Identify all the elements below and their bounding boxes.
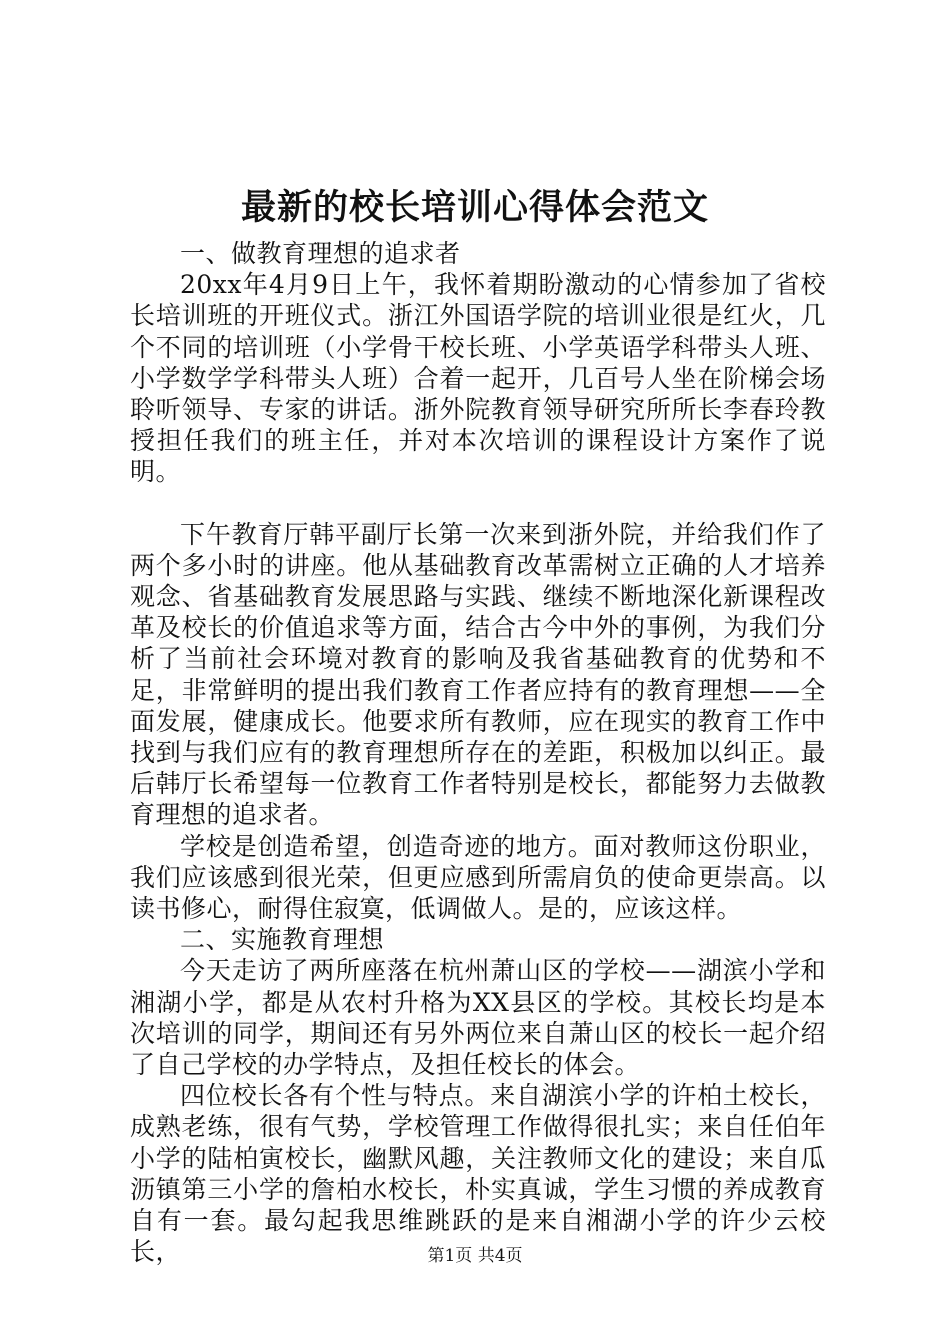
body-paragraph: 四位校长各有个性与特点。来自湖滨小学的许柏土校长，成熟老练，很有气势，学校管理工作做得很扎实；来自任伯年小学的陆柏寅校长，幽默风趣，关注教师文化的建设；来自瓜沥镇第三小学的詹柏水校长，朴实真诚，学生习惯的养成教育自有一套。最勾起我思维跳跃的是来自湘湖小学的许少云校长，: [130, 1081, 826, 1267]
document-title: 最新的校长培训心得体会范文: [240, 187, 709, 228]
section-heading-1: 一、做教育理想的追求者: [180, 239, 461, 268]
document-body: [130, 238, 826, 1268]
page-footer: 第1页 共4页: [427, 1246, 523, 1266]
body-paragraph: 20xx年4月9日上午，我怀着期盼激动的心情参加了省校长培训班的开班仪式。浙江外国语学院的培训业很是红火，几个不同的培训班（小学骨干校长班、小学英语学科带头人班、小学数学学科带头人班）合着一起开，几百号人坐在阶梯会场聆听领导、专家的讲话。浙外院教育领导研究所所长李春玲教授担任我们的班主任，并对本次培训的课程设计方案作了说明。: [130, 270, 826, 487]
section-heading-2: 二、实施教育理想: [180, 925, 385, 955]
body-paragraph: 今天走访了两所座落在杭州萧山区的学校——湖滨小学和湘湖小学，都是从农村升格为XX县区的学校。其校长均是本次培训的同学，期间还有另外两位来自萧山区的校长一起介绍了自己学校的办学特点，及担任校长的体会。: [130, 956, 826, 1080]
body-paragraph: 学校是创造希望，创造奇迹的地方。面对教师这份职业，我们应该感到很光荣，但更应感到所需肩负的使命更崇高。以读书修心，耐得住寂寞，低调做人。是的，应该这样。: [130, 831, 826, 924]
body-paragraph: 下午教育厅韩平副厅长第一次来到浙外院，并给我们作了两个多小时的讲座。他从基础教育改革需树立正确的人才培养观念、省基础教育发展思路与实践、继续不断地深化新课程改革及校长的价值追求等方面，结合古今中外的事例，为我们分析了当前社会环境对教育的影响及我省基础教育的优势和不足，非常鲜明的提出我们教育工作者应持有的教育理想——全面发展，健康成长。他要求所有教师，应在现实的教育工作中找到与我们应有的教育理想所存在的差距，积极加以纠正。最后韩厅长希望每一位教育工作者特别是校长，都能努力去做教育理想的追求者。: [130, 519, 826, 830]
